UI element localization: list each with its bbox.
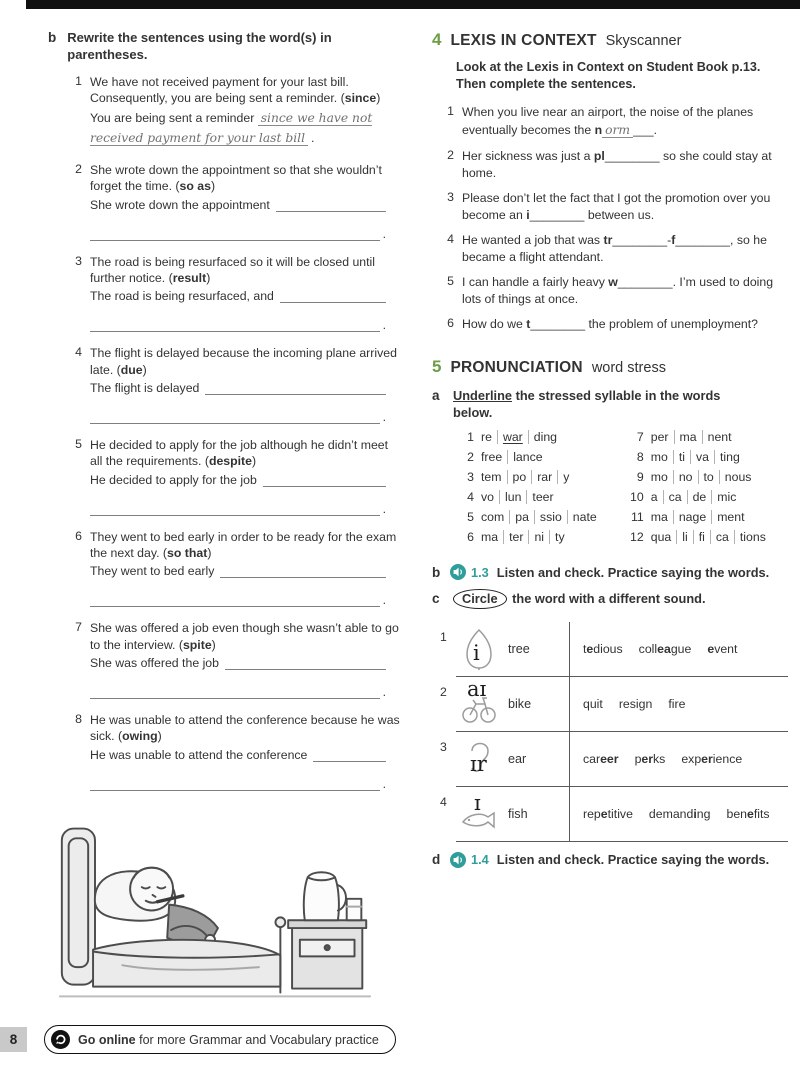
word-number: 6 [467,530,474,545]
syllable-word [651,530,771,544]
part-letter: c [432,591,440,607]
stem-text: You are being sent a reminder [90,111,255,126]
audio-speaker-icon [450,852,466,868]
syllable: ti [673,450,690,464]
sound-symbol-cell [456,677,570,731]
period: . [382,776,386,791]
syllable: vo [481,490,494,505]
syllable: nate [567,510,602,524]
stress-word [456,450,602,464]
answer-blank[interactable] [90,777,380,791]
item-text: He wanted a job that was tr________-f________, so he became a flight attendant. [462,232,767,264]
answer-blank[interactable] [90,227,380,241]
syllable: teer [526,490,558,504]
item-text: I can handle a fairly heavy w________. I’m used to doing lots of things at once. [462,274,774,306]
item-prompt: They went to bed early in order to be ready for the exam the next day. (so that) [90,529,397,560]
lexis-item [442,190,788,224]
row-number: 2 [440,684,447,699]
sound-row-tree [440,622,788,677]
syllable: nent [702,430,737,444]
syllable: re [481,430,492,445]
ear-icon [458,737,500,781]
syllable-word [651,430,737,444]
option-word[interactable]: repetitive [583,806,633,821]
item-number: 4 [447,231,454,246]
answer-blank[interactable] [263,473,386,487]
go-online-arrow-icon [51,1030,70,1049]
option-words-cell [570,677,788,731]
syllable: pa [509,510,534,524]
syllable: ter [503,530,528,544]
period: . [382,409,386,424]
sound-symbol-cell [456,732,570,786]
item-prompt: We have not received payment for your last bill. Consequently, you are being sent a reminder. (since) [90,74,381,106]
part-d-line [432,852,788,868]
handwritten-answer: since we have not received payment for your last bill [90,111,373,146]
go-online-rest: for more Grammar and Vocabulary practice [135,1032,379,1047]
go-online-badge [44,1025,396,1054]
syllable: ssio [534,510,567,524]
syllable: ma [650,510,668,525]
option-words-cell [570,622,788,676]
stem-text: She wrote down the appointment [90,197,270,212]
rewrite-item [70,437,400,516]
syllable: to [698,470,719,484]
syllable: tions [734,530,771,544]
option-word[interactable]: resign [618,696,653,711]
syllable-word [651,450,745,464]
syllable: rar [531,470,557,484]
syllable: li [676,530,692,544]
section-number: 4 [432,30,442,49]
part-a-instruction [453,387,753,422]
syllable: no [673,470,698,484]
period: . [382,501,386,516]
circled-word: Circle [453,589,507,609]
svg-text:i: i [473,640,480,665]
syllable-word [481,490,559,504]
stem-text: She was offered the job [90,655,219,670]
item-number: 6 [75,528,82,543]
period: . [382,593,386,608]
period: . [311,131,315,146]
stem-text: They went to bed early [90,564,215,579]
syllable: per [650,430,669,445]
stress-word [456,490,602,504]
rewrite-item [70,162,400,241]
word-number: 5 [467,510,474,525]
option-words-cell [570,732,788,786]
page-number: 8 [0,1027,27,1052]
syllable: com [481,510,505,525]
syllable-word [481,510,602,524]
syllable: tem [481,470,502,485]
option-word[interactable]: demanding [648,806,711,821]
word-number: 11 [630,510,644,525]
stress-word [626,530,771,544]
section-title: LEXIS IN CONTEXT [450,32,597,49]
word-number: 3 [467,470,474,485]
syllable: va [690,450,714,464]
item-number: 1 [447,104,454,118]
option-words-cell [570,787,788,841]
answer-blank[interactable] [90,593,380,607]
svg-text:aɪ: aɪ [467,681,487,701]
sound-word: fish [508,806,528,821]
item-prompt: The flight is delayed because the incoming plane arrived late. (due) [90,346,397,377]
audio-track-number: 1.3 [471,564,489,580]
syllable: po [507,470,532,484]
word-number: 1 [467,430,474,445]
syllable: fi [693,530,710,544]
answer-blank[interactable] [280,289,386,303]
word-number: 8 [636,450,644,465]
item-number: 7 [75,620,82,635]
period: . [382,684,386,699]
sound-word: ear [508,751,527,766]
answer-blank[interactable] [90,502,380,516]
rewrite-item [70,345,400,424]
option-word[interactable]: perks [634,751,666,766]
syllable: ting [714,450,745,464]
exercise-4-header [432,30,788,50]
section-topic: word stress [591,359,666,376]
rewrite-item [70,254,400,333]
option-word[interactable]: benefits [726,806,770,821]
sound-row-fish [440,787,788,842]
instruction-rest: the word with a different sound. [508,591,706,607]
part-d-instruction: Listen and check. Practice saying the words. [496,852,770,868]
stem-text: He decided to apply for the job [90,472,257,487]
option-word[interactable]: quit [583,696,603,711]
item-number: 3 [447,189,454,204]
section-topic: Skyscanner [605,33,682,49]
answer-blank[interactable] [90,685,380,699]
answer-blank[interactable] [313,748,386,762]
answer-blank[interactable] [220,564,386,578]
syllable: y [557,470,574,484]
syllable: mic [711,490,741,504]
syllable: ca [663,490,687,504]
syllable: free [481,450,503,465]
syllable: ma [481,530,499,545]
syllable: lun [499,490,526,504]
sound-word: tree [508,641,530,656]
row-number: 1 [440,629,447,644]
syllable: ni [528,530,549,544]
part-c-header [432,590,788,607]
item-text: Her sickness was just a pl________ so she could stay at home. [462,149,772,180]
item-number: 3 [75,253,82,268]
item-prompt: The road is being resurfaced so it will be closed until further notice. (result) [90,254,376,285]
exercise-b-header [48,30,400,64]
option-word[interactable]: tedious [583,641,623,656]
syllable: war [497,430,528,444]
instruction-rest: the stressed syllable in the words below. [453,387,721,420]
answer-blank[interactable] [276,198,386,212]
page-top-edge [26,0,800,9]
lexis-item [442,104,788,140]
sound-word: bike [508,696,532,711]
item-prompt: He was unable to attend the conference because he was sick. (owing) [90,712,400,744]
stress-word [626,450,771,464]
syllable-word [481,430,562,444]
bike-icon [458,682,500,726]
syllable: lance [507,450,547,464]
rewrite-item [70,620,400,699]
item-number: 8 [75,711,82,726]
go-online-text [78,1033,379,1047]
item-number: 1 [75,73,82,88]
page-columns [48,30,788,1014]
exercise-4-instruction: Look at the Lexis in Context on Student Book p.13. Then complete the sentences. [456,60,761,91]
item-prompt: He decided to apply for the job although he didn’t meet all the requirements. (despite) [90,437,389,469]
syllable: nous [719,470,757,484]
answer-blank[interactable] [90,410,380,424]
audio-track-number: 1.4 [471,852,489,868]
item-text: When you live near an airport, the noise of the planes eventually becomes the n orm ___. [462,105,754,137]
section-title: PRONUNCIATION [450,358,583,376]
syllable-word [481,470,574,484]
section-number: 5 [432,356,442,376]
syllable-word [651,470,757,484]
rewrite-items [70,74,400,791]
answer-blank[interactable] [225,656,386,670]
word-number: 2 [467,450,474,465]
stress-word [626,490,771,504]
sound-symbol-cell [456,622,570,676]
syllable: mo [650,450,668,465]
lexis-item [442,232,788,266]
option-word[interactable]: experience [681,751,743,766]
syllable-word [651,510,750,524]
stress-word [456,470,602,484]
stress-word [456,510,602,524]
item-number: 4 [75,345,82,360]
answer-blank[interactable] [205,381,386,395]
part-letter: b [432,564,441,580]
syllable: ment [711,510,749,524]
item-number: 2 [75,161,82,176]
stem-text: The road is being resurfaced, and [90,289,274,304]
item-prompt: She was offered a job even though she wasn’t able to go to the interview. (spite) [90,621,399,652]
item-number: 6 [447,315,454,330]
lexis-item [442,316,788,333]
svg-text:ɪr: ɪr [470,751,487,776]
lexis-items [442,104,788,333]
word-stress-list [456,430,788,550]
syllable: de [687,490,712,504]
lexis-item [442,148,788,182]
syllable-word [651,490,742,504]
item-number: 5 [75,436,82,451]
option-word[interactable]: event [707,641,738,656]
sound-row-ear [440,732,788,787]
syllable: ma [674,430,702,444]
syllable: mo [650,470,668,485]
syllable: nage [673,510,711,524]
stem-text: He was unable to attend the conference [90,747,308,762]
svg-text:ɪ: ɪ [474,791,481,815]
item-text: Please don’t let the fact that I got the promotion over you become an i________ between us. [462,190,771,222]
stem-text: The flight is delayed [90,380,200,395]
option-word[interactable]: career [583,751,619,766]
row-number: 4 [440,794,447,809]
syllable-word [481,530,570,544]
word-column-left [456,430,602,550]
word-number: 10 [630,490,644,505]
part-c-instruction [453,590,706,607]
item-number: 5 [447,273,454,288]
part-letter: a [432,387,440,403]
illustration-container [54,811,400,1014]
syllable: ca [710,530,734,544]
part-a-header [432,387,788,422]
fish-icon [458,792,500,836]
left-column [48,30,400,1014]
sound-row-bike [440,677,788,732]
lexis-item [442,274,788,308]
exercise-5-header [432,357,788,377]
part-b-line [432,564,788,580]
exercise-letter: b [48,30,57,45]
item-text: How do we t________ the problem of unemployment? [462,316,759,331]
word-number: 4 [467,490,474,505]
word-number: 12 [630,530,644,545]
item-number: 2 [447,148,454,163]
exercise-instruction: Rewrite the sentences using the word(s) in parentheses. [67,30,332,62]
item-prompt: She wrote down the appointment so that she wouldn’t forget the time. (so as) [90,162,382,194]
word-number: 7 [636,430,644,445]
sick-man-in-bed-illustration [54,811,376,1011]
part-b-instruction: Listen and check. Practice saying the words. [496,564,770,580]
right-column [432,30,788,1014]
row-number: 3 [440,739,447,754]
stress-word [626,430,771,444]
word-column-right [626,430,771,550]
stress-word [626,470,771,484]
syllable: ding [528,430,562,444]
audio-speaker-icon [450,564,466,580]
rewrite-item [70,74,400,149]
rewrite-item [70,712,400,791]
syllable: qua [650,530,672,545]
syllable-word [481,450,548,464]
go-online-bold: Go online [78,1032,136,1047]
answer-blank[interactable] [90,318,380,332]
handwritten-answer: orm [602,123,633,138]
stress-word [626,510,771,524]
rewrite-item [70,529,400,608]
period: . [382,226,386,241]
stress-word [456,530,602,544]
option-word[interactable]: fire [668,696,686,711]
option-word[interactable]: colleague [638,641,692,656]
word-number: 9 [636,470,644,485]
period: . [382,318,386,333]
tree-icon [458,627,500,671]
sound-table [440,622,788,842]
underlined-word: Underline [453,387,513,403]
sound-symbol-cell [456,787,570,841]
item-stem [90,109,400,148]
part-letter: d [432,852,441,868]
syllable: a [650,490,658,505]
stress-word [456,430,602,444]
syllable: ty [549,530,570,544]
